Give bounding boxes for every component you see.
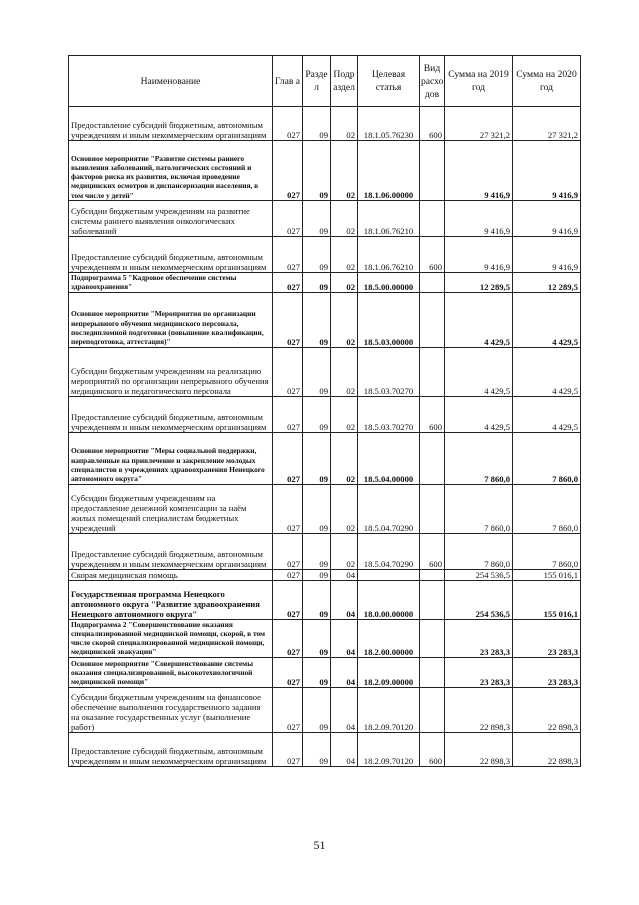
cell-podrazdel: 02 [331,347,358,396]
cell-vid [420,201,445,237]
cell-sum2019: 9 416,9 [445,237,513,273]
cell-razdel: 09 [303,657,331,687]
cell-sum2020: 7 860,0 [513,432,581,484]
header-sum-2019: Сумма на 2019 год [445,56,513,107]
cell-podrazdel: 04 [331,619,358,657]
cell-sum2020: 155 016,1 [513,569,581,580]
cell-razdel: 09 [303,201,331,237]
cell-vid: 600 [420,396,445,432]
cell-vid [420,432,445,484]
cell-name: Субсидии бюджетным учреждениям на реализацию мероприятий по организации непрерывного обучения медицинского и педагогического персонала [69,347,273,396]
cell-target: 18.1.06.00000 [358,141,420,201]
table-row [69,396,581,432]
cell-name: Основное мероприятие "Развитие системы раннего выявления заболеваний, патологических состояний и факторов риска их развития, включая проведение медицинских осмотров и диспансеризации населения, в том числе у детей" [69,141,273,201]
cell-name: Основное мероприятие "Мероприятия по организации непрерывного обучения медицинского персонала, последипломной подготовки (повышение квалификации, переподготовка, аттестация)" [69,292,273,347]
cell-vid [420,569,445,580]
cell-sum2020: 9 416,9 [513,201,581,237]
header-target: Целевая статья [358,56,420,107]
cell-glava: 027 [273,273,303,293]
page-number: 51 [313,838,326,852]
cell-name: Субсидии бюджетным учреждениям на предоставление денежной компенсации за наём жилых помещений специалистам бюджетных учреждений [69,484,273,533]
cell-target: 18.1.06.76210 [358,237,420,273]
cell-razdel: 09 [303,484,331,533]
header-razdel: Разде л [303,56,331,107]
cell-sum2020: 12 289,5 [513,273,581,293]
cell-sum2019: 22 898,3 [445,687,513,732]
cell-sum2020: 22 898,3 [513,687,581,732]
header-sum-2020: Сумма на 2020 год [513,56,581,107]
cell-vid: 600 [420,107,445,141]
table-row [69,273,581,293]
cell-vid [420,687,445,732]
cell-sum2019: 9 416,9 [445,201,513,237]
cell-sum2020: 27 321,2 [513,107,581,141]
cell-vid: 600 [420,732,445,766]
cell-sum2020: 9 416,9 [513,237,581,273]
cell-sum2019: 12 289,5 [445,273,513,293]
cell-name: Субсидии бюджетным учреждениям на развитие системы раннего выявления онкологических заболеваний [69,201,273,237]
cell-sum2019: 9 416,9 [445,141,513,201]
cell-glava: 027 [273,687,303,732]
cell-vid [420,273,445,293]
cell-name: Подпрограмма 2 "Совершенствование оказания специализированной медицинской помощи, скорой, в том числе скорой специализированной медицинской помощи, медицинской эвакуации" [69,619,273,657]
cell-target: 18.2.09.70120 [358,687,420,732]
table-row [69,237,581,273]
cell-podrazdel: 04 [331,657,358,687]
cell-razdel: 09 [303,273,331,293]
cell-razdel: 09 [303,396,331,432]
cell-sum2019: 4 429,5 [445,292,513,347]
cell-sum2019: 7 860,0 [445,533,513,569]
cell-target: 18.2.00.00000 [358,619,420,657]
table-row [69,432,581,484]
cell-target: 18.5.00.00000 [358,273,420,293]
cell-name: Предоставление субсидий бюджетным, автономным учреждениям и иным некоммерческим организациям [69,107,273,141]
cell-razdel: 09 [303,141,331,201]
cell-vid: 600 [420,533,445,569]
cell-podrazdel: 04 [331,569,358,580]
cell-vid [420,484,445,533]
cell-vid [420,347,445,396]
cell-target: 18.1.06.76210 [358,201,420,237]
cell-glava: 027 [273,569,303,580]
cell-sum2020: 22 898,3 [513,732,581,766]
cell-glava: 027 [273,201,303,237]
table-row [69,687,581,732]
cell-sum2020: 155 016,1 [513,580,581,619]
cell-name: Предоставление субсидий бюджетным, автономным учреждениям и иным некоммерческим организациям [69,396,273,432]
cell-glava: 027 [273,657,303,687]
cell-glava: 027 [273,141,303,201]
cell-razdel: 09 [303,533,331,569]
cell-podrazdel: 02 [331,396,358,432]
cell-name: Предоставление субсидий бюджетным, автономным учреждениям и иным некоммерческим организациям [69,732,273,766]
cell-sum2020: 7 860,0 [513,484,581,533]
table-header-row [69,56,581,107]
cell-name: Государственная программа Ненецкого автономного округа "Развитие здравоохранения Ненецкого автономного округа" [69,580,273,619]
cell-sum2020: 23 283,3 [513,619,581,657]
cell-vid [420,292,445,347]
budget-table [68,55,581,767]
cell-razdel: 09 [303,687,331,732]
cell-target: 18.5.03.70270 [358,396,420,432]
cell-sum2019: 23 283,3 [445,657,513,687]
cell-razdel: 09 [303,237,331,273]
cell-sum2019: 23 283,3 [445,619,513,657]
cell-razdel: 09 [303,732,331,766]
table-row [69,533,581,569]
cell-name: Субсидии бюджетным учреждениям на финансовое обеспечение выполнения государственного задания на оказание государственных услуг (выполнение работ) [69,687,273,732]
cell-podrazdel: 02 [331,237,358,273]
cell-vid [420,580,445,619]
cell-glava: 027 [273,396,303,432]
cell-sum2020: 4 429,5 [513,347,581,396]
cell-podrazdel: 02 [331,292,358,347]
cell-podrazdel: 04 [331,732,358,766]
cell-sum2020: 7 860,0 [513,533,581,569]
cell-sum2020: 4 429,5 [513,292,581,347]
table-row [69,141,581,201]
cell-podrazdel: 02 [331,533,358,569]
cell-podrazdel: 02 [331,201,358,237]
cell-podrazdel: 02 [331,273,358,293]
cell-name: Основное мероприятие "Меры социальной поддержки, направленные на привлечение и закрепление молодых специалистов в учреждениях здравоохранения Ненецкого автономного округа" [69,432,273,484]
cell-podrazdel: 02 [331,107,358,141]
table-row [69,580,581,619]
cell-sum2020: 4 429,5 [513,396,581,432]
cell-sum2019: 254 536,5 [445,580,513,619]
cell-target: 18.2.09.70120 [358,732,420,766]
cell-podrazdel: 02 [331,484,358,533]
cell-podrazdel: 04 [331,687,358,732]
cell-glava: 027 [273,580,303,619]
cell-glava: 027 [273,732,303,766]
cell-razdel: 09 [303,347,331,396]
cell-target: 18.1.05.76230 [358,107,420,141]
cell-target: 18.5.04.70290 [358,533,420,569]
table-row [69,484,581,533]
table-row [69,107,581,141]
table-row [69,292,581,347]
cell-target [358,569,420,580]
cell-target: 18.2.09.00000 [358,657,420,687]
cell-name: Подпрограмма 5 "Кадровое обеспечение системы здравоохранения" [69,273,273,293]
table-row [69,569,581,580]
cell-glava: 027 [273,107,303,141]
table-row [69,201,581,237]
cell-razdel: 09 [303,569,331,580]
cell-sum2019: 27 321,2 [445,107,513,141]
cell-name: Основное мероприятие "Совершенствование системы оказания специализированной, высокотехнологичной медицинской помощи" [69,657,273,687]
cell-vid [420,141,445,201]
cell-glava: 027 [273,432,303,484]
cell-glava: 027 [273,533,303,569]
cell-vid: 600 [420,237,445,273]
cell-glava: 027 [273,619,303,657]
table-row [69,732,581,766]
cell-target: 18.5.03.00000 [358,292,420,347]
header-glava: Глав а [273,56,303,107]
cell-sum2019: 4 429,5 [445,347,513,396]
cell-sum2020: 23 283,3 [513,657,581,687]
cell-sum2019: 4 429,5 [445,396,513,432]
cell-name: Предоставление субсидий бюджетным, автономным учреждениям и иным некоммерческим организациям [69,237,273,273]
cell-glava: 027 [273,237,303,273]
cell-target: 18.5.04.00000 [358,432,420,484]
cell-razdel: 09 [303,432,331,484]
cell-name: Предоставление субсидий бюджетным, автономным учреждениям и иным некоммерческим организациям [69,533,273,569]
cell-vid [420,619,445,657]
cell-sum2019: 254 536,5 [445,569,513,580]
cell-glava: 027 [273,292,303,347]
cell-glava: 027 [273,484,303,533]
cell-sum2020: 9 416,9 [513,141,581,201]
table-row [69,657,581,687]
cell-razdel: 09 [303,580,331,619]
table-row [69,619,581,657]
header-vid: Вид расхо дов [420,56,445,107]
cell-name: Скорая медицинская помощь [69,569,273,580]
cell-target: 18.5.04.70290 [358,484,420,533]
cell-sum2019: 7 860,0 [445,484,513,533]
cell-razdel: 09 [303,107,331,141]
cell-podrazdel: 04 [331,580,358,619]
cell-target: 18.5.03.70270 [358,347,420,396]
cell-glava: 027 [273,347,303,396]
table-row [69,347,581,396]
cell-vid [420,657,445,687]
cell-podrazdel: 02 [331,141,358,201]
header-name: Наименование [69,56,273,107]
cell-sum2019: 22 898,3 [445,732,513,766]
cell-podrazdel: 02 [331,432,358,484]
cell-razdel: 09 [303,619,331,657]
cell-razdel: 09 [303,292,331,347]
header-podrazdel: Подр аздел [331,56,358,107]
cell-target: 18.0.00.00000 [358,580,420,619]
cell-sum2019: 7 860,0 [445,432,513,484]
